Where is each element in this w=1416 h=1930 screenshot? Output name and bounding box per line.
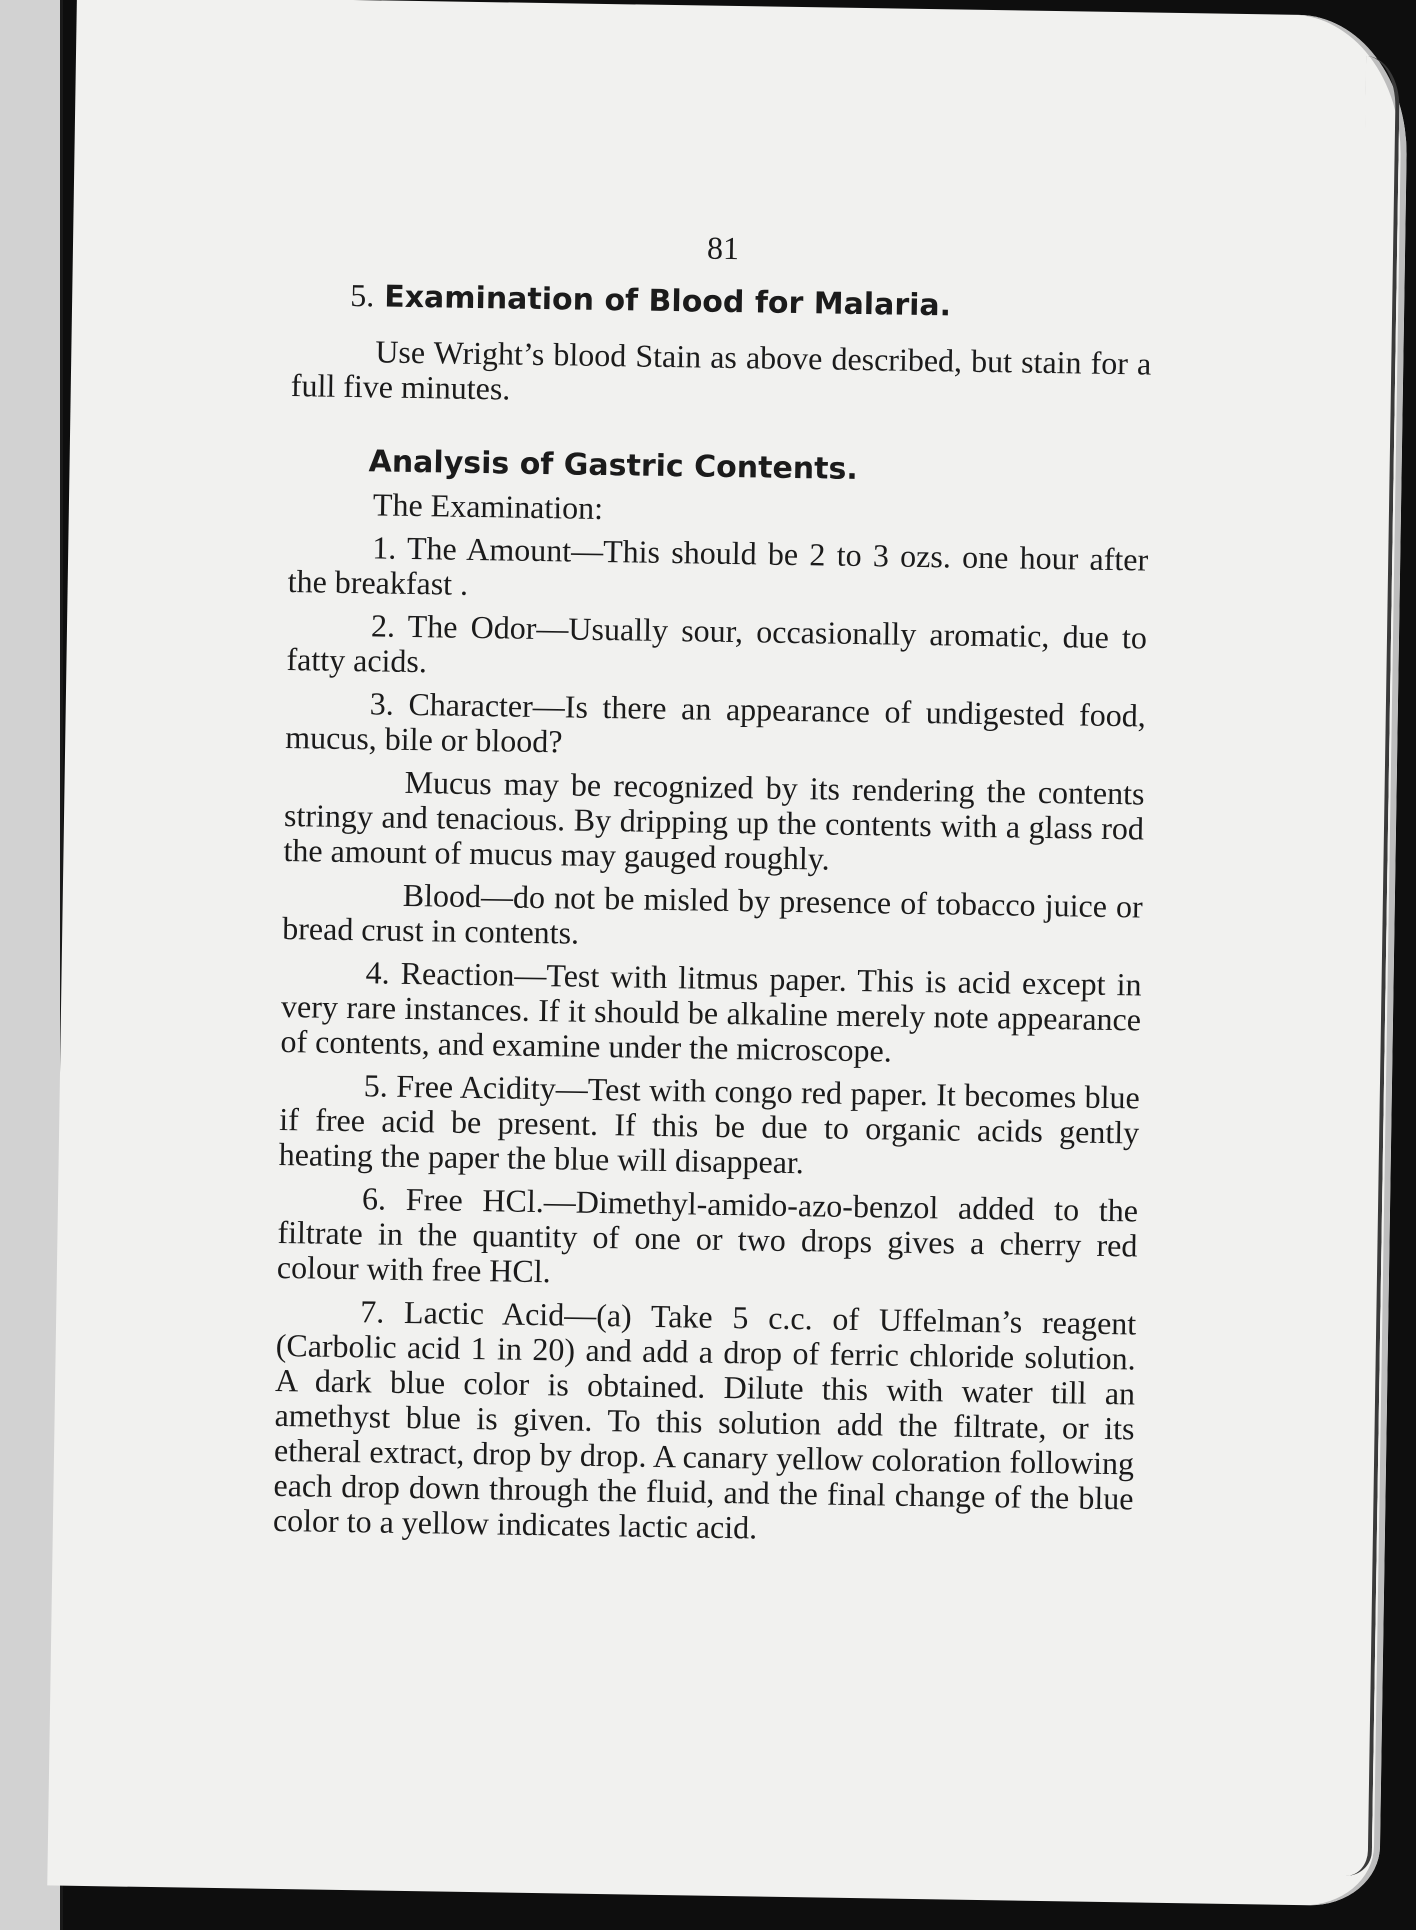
page-content	[273, 224, 1154, 1559]
blood-paragraph: Blood—do not be misled by presence of tobacco juice or bread crust in contents.	[282, 876, 1144, 951]
book-cover-edge	[1338, 56, 1401, 1876]
item-character: 3. Character—Is there an appearance of undigested food, mucus, bile or blood?	[285, 685, 1147, 760]
section-title: Examination of Blood for Malaria.	[383, 279, 952, 324]
examination-intro: The Examination:	[372, 486, 604, 526]
section-heading-malaria	[350, 278, 1152, 327]
item-amount: 1. The Amount—This should be 2 to 3 ozs. one hour after the breakfast .	[287, 529, 1149, 602]
malaria-paragraph: Use Wright’s blood Stain as above described, but stain for a full five minutes.	[290, 333, 1152, 407]
item-free-acidity: 5. Free Acidity—Test with congo red paper. It becomes blue if free acid be present. If this be due to organic acids gently heating the paper the blue will disappear.	[278, 1067, 1141, 1181]
item-lactic-acid: 7. Lactic Acid—(a) Take 5 c.c. of Uffelman’s reagent (Carbolic acid 1 in 20) and add a drop of ferric chloride solution. A dark blue color is obtained. Dilute this with water till an amethyst blue is given. To this solution add the filtrate, or its etheral extract, drop by drop. A canary yellow coloration following each drop down through the fluid, and the final change of the blue color to a yellow indicates lactic acid.	[272, 1293, 1137, 1546]
mucus-paragraph: Mucus may be recognized by its rendering the contents stringy and tenacious. By dripping up the contents with a glass rod the amount of mucus may gauged roughly.	[283, 763, 1145, 877]
section-heading-gastric: Analysis of Gastric Contents.	[368, 444, 859, 487]
book-page	[47, 0, 1409, 1906]
item-odor: 2. The Odor—Usually sour, occasionally aromatic, due to fatty acids.	[286, 607, 1148, 680]
section-number: 5.	[349, 276, 375, 314]
item-free-hcl: 6. Free HCl.—Dimethyl-amido-azo-benzol added to the filtrate in the quantity of one or two drops gives a cherry red colour with free HCl.	[276, 1180, 1139, 1290]
page-number: 81	[706, 229, 740, 267]
item-reaction: 4. Reaction—Test with litmus paper. This is acid except in very rare instances. If it should be alkaline merely note appearance of contents, and examine under the microscope.	[280, 954, 1142, 1069]
